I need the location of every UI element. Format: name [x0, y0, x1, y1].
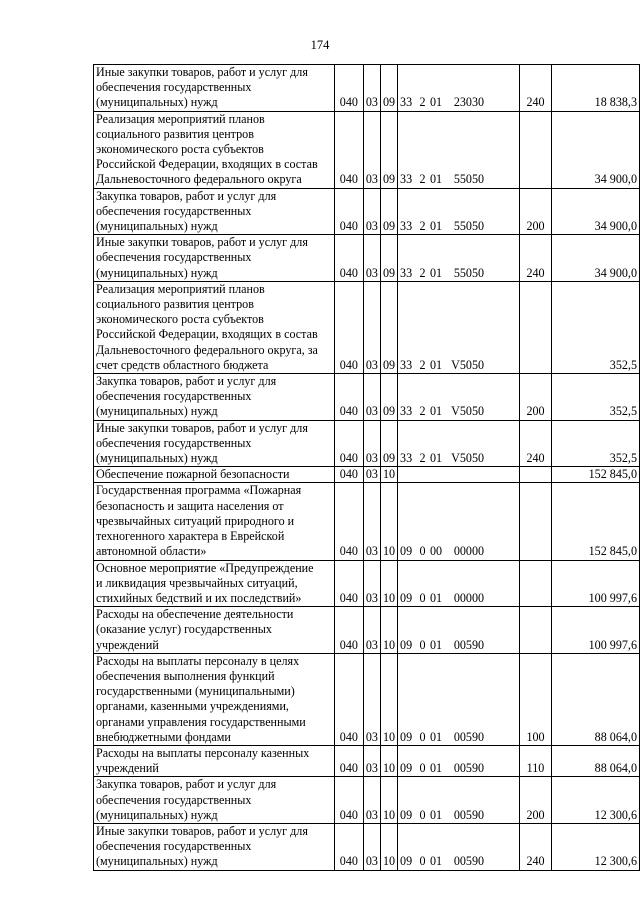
direction-code: V5050 — [451, 357, 485, 372]
expense-name-cell: Государственная программа «Пожарная безопасность и защита населения от чрезвычайных ситуаций природного и техногенного характера в Еврейской автономной области» — [94, 483, 335, 560]
direction-code: V5050 — [451, 451, 485, 466]
amount-cell: 100 997,6 — [552, 560, 640, 607]
direction-code: 00590 — [453, 761, 485, 776]
expense-type-cell — [520, 607, 552, 654]
ministry-code-cell: 040 — [334, 281, 363, 373]
budget-table — [93, 64, 640, 871]
expense-type-cell: 240 — [520, 65, 552, 112]
target-article-cell — [398, 777, 520, 824]
subprogram-code: 2 — [419, 265, 426, 280]
event-code: 01 — [430, 265, 443, 280]
subprogram-code: 2 — [419, 404, 426, 419]
expense-name-cell: Обеспечение пожарной безопасности — [94, 467, 335, 483]
subsection-code-cell: 09 — [380, 235, 397, 282]
table-row — [94, 483, 640, 560]
expense-name-cell: Закупка товаров, работ и услуг для обеспечения государственных (муниципальных) нужд — [94, 374, 335, 421]
target-article-cell — [398, 607, 520, 654]
ministry-code-cell: 040 — [334, 111, 363, 188]
program-code: 09 — [400, 807, 413, 822]
subsection-code-cell: 10 — [380, 653, 397, 745]
event-code: 01 — [430, 95, 443, 110]
table-row — [94, 607, 640, 654]
section-code-cell: 03 — [363, 374, 380, 421]
amount-cell: 352,5 — [552, 281, 640, 373]
table-row — [94, 235, 640, 282]
event-code: 01 — [430, 172, 443, 187]
program-code: 09 — [400, 854, 413, 869]
section-code-cell: 03 — [363, 281, 380, 373]
amount-cell: 34 900,0 — [552, 111, 640, 188]
target-article-cell — [398, 653, 520, 745]
section-code-cell: 03 — [363, 607, 380, 654]
program-code: 33 — [400, 451, 413, 466]
program-code: 33 — [400, 219, 413, 234]
subsection-code-cell: 10 — [380, 483, 397, 560]
ministry-code-cell: 040 — [334, 235, 363, 282]
direction-code: 00590 — [453, 854, 485, 869]
expense-name-cell: Реализация мероприятий планов социального развития центров экономического роста субъектов Российской Федерации, входящих в состав Дальневосточного федерального округа — [94, 111, 335, 188]
section-code-cell: 03 — [363, 467, 380, 483]
table-row — [94, 653, 640, 745]
subprogram-code: 2 — [419, 172, 426, 187]
expense-name-cell: Закупка товаров, работ и услуг для обеспечения государственных (муниципальных) нужд — [94, 188, 335, 235]
ministry-code-cell: 040 — [334, 483, 363, 560]
subsection-code-cell: 09 — [380, 281, 397, 373]
expense-name-cell: Расходы на обеспечение деятельности (оказание услуг) государственных учреждений — [94, 607, 335, 654]
target-article-cell — [398, 235, 520, 282]
ministry-code-cell: 040 — [334, 745, 363, 776]
section-code-cell: 03 — [363, 483, 380, 560]
amount-cell: 12 300,6 — [552, 823, 640, 870]
event-code: 01 — [430, 357, 443, 372]
table-row — [94, 777, 640, 824]
program-code: 33 — [400, 95, 413, 110]
subsection-code-cell: 10 — [380, 777, 397, 824]
expense-type-cell — [520, 111, 552, 188]
subsection-code-cell: 10 — [380, 467, 397, 483]
event-code: 01 — [430, 729, 443, 744]
target-article-cell — [398, 745, 520, 776]
event-code: 01 — [430, 637, 443, 652]
amount-cell: 34 900,0 — [552, 235, 640, 282]
expense-type-cell: 110 — [520, 745, 552, 776]
section-code-cell: 03 — [363, 777, 380, 824]
subprogram-code: 0 — [419, 761, 426, 776]
expense-name-cell: Иные закупки товаров, работ и услуг для обеспечения государственных (муниципальных) нужд — [94, 420, 335, 467]
program-code: 09 — [400, 544, 413, 559]
subsection-code-cell: 09 — [380, 374, 397, 421]
section-code-cell: 03 — [363, 65, 380, 112]
event-code: 00 — [430, 544, 443, 559]
subprogram-code: 2 — [419, 451, 426, 466]
expense-name-cell: Иные закупки товаров, работ и услуг для обеспечения государственных (муниципальных) нужд — [94, 823, 335, 870]
subsection-code-cell: 09 — [380, 420, 397, 467]
program-code: 33 — [400, 404, 413, 419]
amount-cell: 34 900,0 — [552, 188, 640, 235]
subsection-code-cell: 09 — [380, 111, 397, 188]
target-article-cell — [398, 374, 520, 421]
amount-cell: 152 845,0 — [552, 467, 640, 483]
expense-type-cell: 240 — [520, 823, 552, 870]
ministry-code-cell: 040 — [334, 823, 363, 870]
expense-type-cell: 200 — [520, 374, 552, 421]
direction-code: 00590 — [453, 807, 485, 822]
target-article-cell — [398, 823, 520, 870]
direction-code: 55050 — [453, 172, 485, 187]
ministry-code-cell: 040 — [334, 607, 363, 654]
subprogram-code: 0 — [419, 590, 426, 605]
expense-name-cell: Иные закупки товаров, работ и услуг для обеспечения государственных (муниципальных) нужд — [94, 65, 335, 112]
amount-cell: 18 838,3 — [552, 65, 640, 112]
page-number: 174 — [310, 38, 330, 52]
ministry-code-cell: 040 — [334, 188, 363, 235]
expense-type-cell — [520, 281, 552, 373]
ministry-code-cell: 040 — [334, 777, 363, 824]
subprogram-code: 0 — [419, 544, 426, 559]
event-code: 01 — [430, 854, 443, 869]
ministry-code-cell: 040 — [334, 65, 363, 112]
section-code-cell: 03 — [363, 420, 380, 467]
subprogram-code: 2 — [419, 95, 426, 110]
subprogram-code: 0 — [419, 854, 426, 869]
expense-type-cell: 240 — [520, 235, 552, 282]
direction-code: 00590 — [453, 729, 485, 744]
direction-code: 55050 — [453, 265, 485, 280]
amount-cell: 88 064,0 — [552, 653, 640, 745]
amount-cell: 352,5 — [552, 420, 640, 467]
subprogram-code: 0 — [419, 807, 426, 822]
direction-code: 00590 — [453, 637, 485, 652]
table-row — [94, 111, 640, 188]
direction-code: 55050 — [453, 219, 485, 234]
section-code-cell: 03 — [363, 823, 380, 870]
amount-cell: 352,5 — [552, 374, 640, 421]
event-code: 01 — [430, 451, 443, 466]
expense-name-cell: Расходы на выплаты персоналу в целях обеспечения выполнения функций государственными (муниципальными) органами, казенными учреждениями, органами управления государственными внебюджетными фондами — [94, 653, 335, 745]
event-code: 01 — [430, 807, 443, 822]
ministry-code-cell: 040 — [334, 374, 363, 421]
direction-code: 23030 — [453, 95, 485, 110]
amount-cell: 12 300,6 — [552, 777, 640, 824]
subsection-code-cell: 10 — [380, 823, 397, 870]
target-article-cell — [398, 188, 520, 235]
program-code: 33 — [400, 357, 413, 372]
direction-code: 00000 — [453, 590, 485, 605]
table-row — [94, 467, 640, 483]
table-row — [94, 420, 640, 467]
ministry-code-cell: 040 — [334, 653, 363, 745]
expense-name-cell: Иные закупки товаров, работ и услуг для обеспечения государственных (муниципальных) нужд — [94, 235, 335, 282]
expense-type-cell — [520, 560, 552, 607]
subsection-code-cell: 09 — [380, 65, 397, 112]
expense-name-cell: Реализация мероприятий планов социального развития центров экономического роста субъектов Российской Федерации, входящих в состав Дальневосточного федерального округа, за счет средств областного бюджета — [94, 281, 335, 373]
event-code: 01 — [430, 590, 443, 605]
section-code-cell: 03 — [363, 188, 380, 235]
subsection-code-cell: 10 — [380, 607, 397, 654]
program-code: 33 — [400, 172, 413, 187]
section-code-cell: 03 — [363, 235, 380, 282]
section-code-cell: 03 — [363, 745, 380, 776]
amount-cell: 88 064,0 — [552, 745, 640, 776]
subsection-code-cell: 10 — [380, 745, 397, 776]
expense-type-cell: 240 — [520, 420, 552, 467]
section-code-cell: 03 — [363, 111, 380, 188]
target-article-cell — [398, 467, 520, 483]
ministry-code-cell: 040 — [334, 560, 363, 607]
section-code-cell: 03 — [363, 560, 380, 607]
program-code: 09 — [400, 637, 413, 652]
target-article-cell — [398, 65, 520, 112]
target-article-cell — [398, 281, 520, 373]
amount-cell: 100 997,6 — [552, 607, 640, 654]
expense-name-cell: Закупка товаров, работ и услуг для обеспечения государственных (муниципальных) нужд — [94, 777, 335, 824]
amount-cell: 152 845,0 — [552, 483, 640, 560]
target-article-cell — [398, 483, 520, 560]
expense-type-cell: 200 — [520, 777, 552, 824]
target-article-cell — [398, 111, 520, 188]
table-row — [94, 745, 640, 776]
table-row — [94, 65, 640, 112]
subprogram-code: 2 — [419, 219, 426, 234]
expense-type-cell: 100 — [520, 653, 552, 745]
program-code: 33 — [400, 265, 413, 280]
subsection-code-cell: 09 — [380, 188, 397, 235]
subsection-code-cell: 10 — [380, 560, 397, 607]
expense-type-cell: 200 — [520, 188, 552, 235]
table-row — [94, 823, 640, 870]
expense-name-cell: Расходы на выплаты персоналу казенных учреждений — [94, 745, 335, 776]
table-row — [94, 560, 640, 607]
expense-type-cell — [520, 467, 552, 483]
direction-code: 00000 — [453, 544, 485, 559]
table-body — [94, 65, 640, 871]
expense-type-cell — [520, 483, 552, 560]
section-code-cell: 03 — [363, 653, 380, 745]
table-row — [94, 281, 640, 373]
event-code: 01 — [430, 404, 443, 419]
direction-code: V5050 — [451, 404, 485, 419]
program-code: 09 — [400, 729, 413, 744]
subprogram-code: 0 — [419, 637, 426, 652]
program-code: 09 — [400, 761, 413, 776]
expense-name-cell: Основное мероприятие «Предупреждение и ликвидация чрезвычайных ситуаций, стихийных бедствий и их последствий» — [94, 560, 335, 607]
target-article-cell — [398, 560, 520, 607]
ministry-code-cell: 040 — [334, 467, 363, 483]
subprogram-code: 2 — [419, 357, 426, 372]
ministry-code-cell: 040 — [334, 420, 363, 467]
table-row — [94, 188, 640, 235]
program-code: 09 — [400, 590, 413, 605]
subprogram-code: 0 — [419, 729, 426, 744]
table-row — [94, 374, 640, 421]
target-article-cell — [398, 420, 520, 467]
event-code: 01 — [430, 219, 443, 234]
event-code: 01 — [430, 761, 443, 776]
